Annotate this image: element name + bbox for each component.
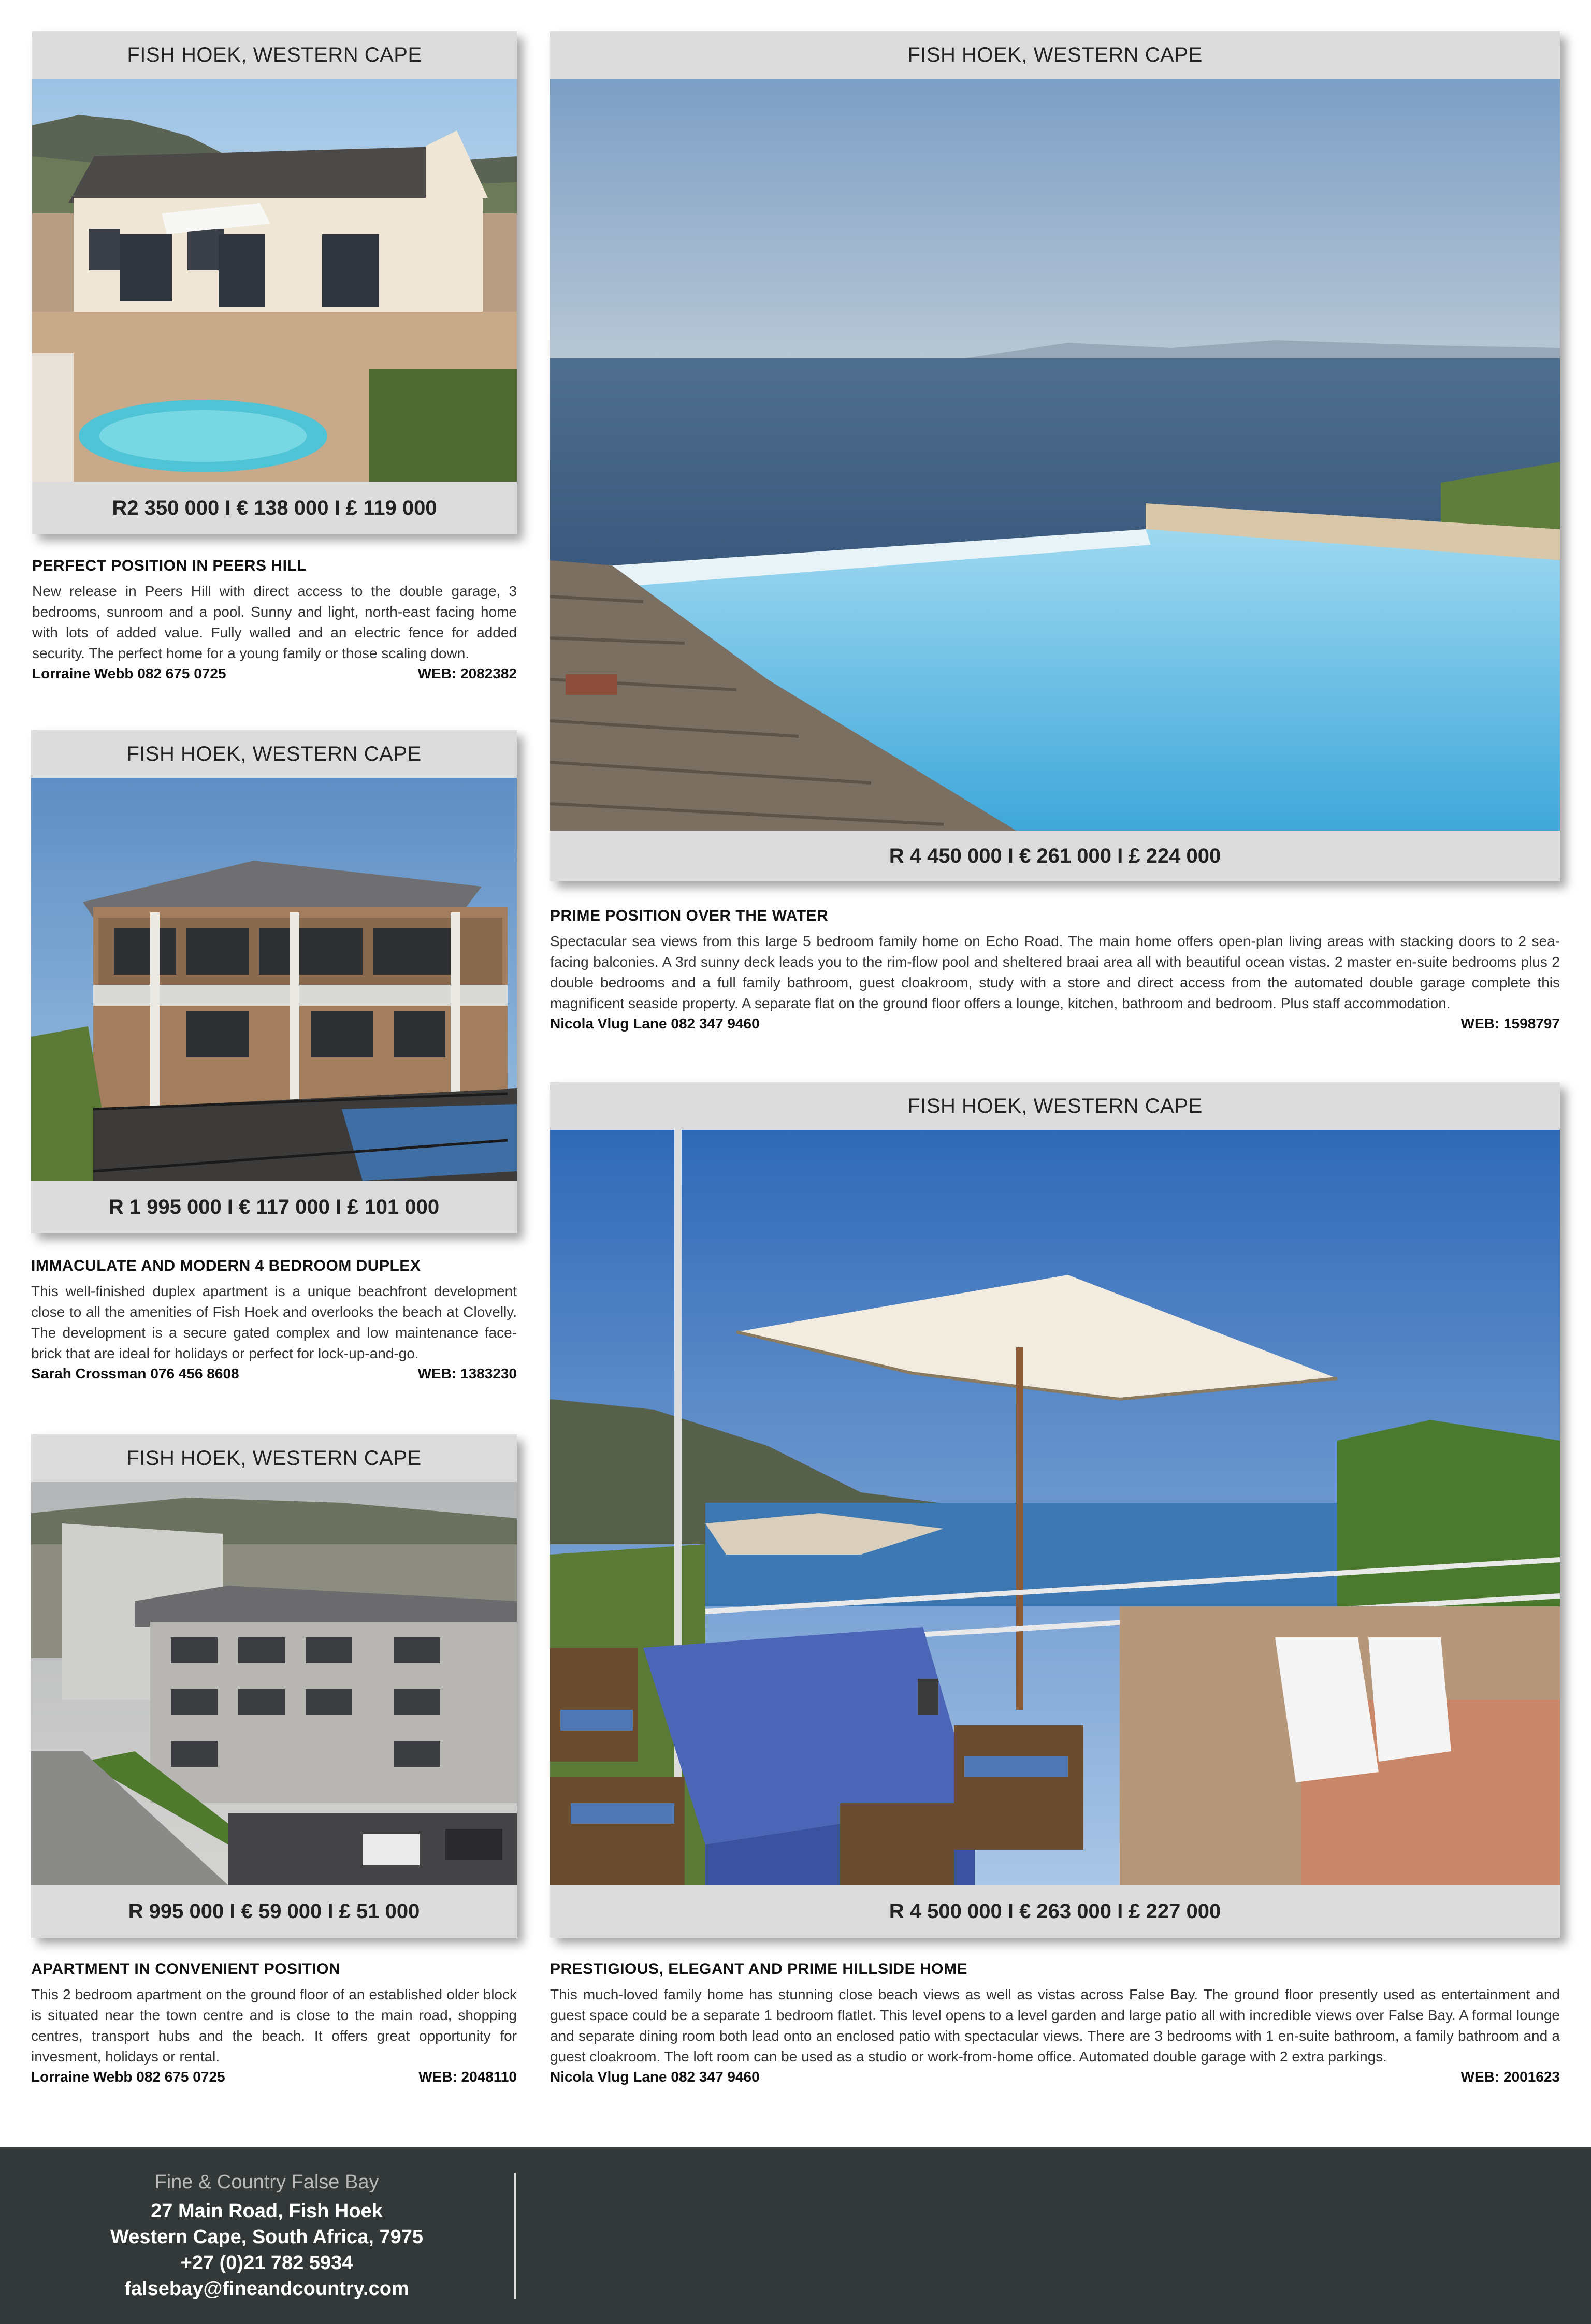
footer-divider xyxy=(514,2173,516,2299)
price-label: R2 350 000 I € 138 000 I £ 119 000 xyxy=(32,482,517,534)
listing-card[interactable] xyxy=(550,31,1560,881)
footer xyxy=(0,2147,1591,2324)
web-reference[interactable]: WEB: 1598797 xyxy=(1460,1015,1560,1032)
listing-card[interactable] xyxy=(550,1082,1560,1938)
listing-heading: PRIME POSITION OVER THE WATER xyxy=(550,907,829,924)
location-label: FISH HOEK, WESTERN CAPE xyxy=(32,31,517,79)
email-link[interactable]: falsebay@fineandcountry.com xyxy=(124,2278,409,2300)
agent-contact[interactable]: Lorraine Webb 082 675 0725 xyxy=(31,2069,225,2085)
web-reference[interactable]: WEB: 2048110 xyxy=(418,2069,517,2085)
price-label: R 995 000 I € 59 000 I £ 51 000 xyxy=(31,1885,517,1938)
price-label: R 4 450 000 I € 261 000 I £ 224 000 xyxy=(550,831,1560,881)
listing-description: New release in Peers Hill with direct access to the double garage, 3 bedrooms, sunroom and a pool. Sunny and light, north-east facing home with lots of added value. Fully walled and an electric fence for added security. The perfect home for a young family or those scaling down. xyxy=(32,583,517,661)
listing-card[interactable] xyxy=(32,31,517,534)
agent-contact[interactable]: Nicola Vlug Lane 082 347 9460 xyxy=(550,1015,760,1032)
agent-contact[interactable]: Nicola Vlug Lane 082 347 9460 xyxy=(550,2069,760,2085)
price-label: R 4 500 000 I € 263 000 I £ 227 000 xyxy=(550,1885,1560,1938)
listing-text xyxy=(31,1257,517,1384)
listing-description: This 2 bedroom apartment on the ground floor of an established older block is situated near the town centre and is close to the main road, shopping centres, transport hubs and the beach. It offers great opportunity for invesment, holidays or rental. xyxy=(31,1986,517,2065)
listing-card[interactable] xyxy=(31,1434,517,1938)
location-label: FISH HOEK, WESTERN CAPE xyxy=(550,1082,1560,1130)
location-label: FISH HOEK, WESTERN CAPE xyxy=(31,730,517,778)
listing-text xyxy=(31,1960,517,2087)
web-reference[interactable]: WEB: 2001623 xyxy=(1460,2069,1560,2085)
listing-text xyxy=(550,907,1560,1034)
phone-number[interactable]: +27 (0)21 782 5934 xyxy=(180,2252,353,2274)
apartment-block-photo xyxy=(31,1482,517,1885)
address-line: 27 Main Road, Fish Hoek xyxy=(151,2200,383,2222)
location-label: FISH HOEK, WESTERN CAPE xyxy=(550,31,1560,79)
price-label: R 1 995 000 I € 117 000 I £ 101 000 xyxy=(31,1181,517,1233)
listing-description: Spectacular sea views from this large 5 bedroom family home on Echo Road. The main home offers open-plan living areas with stacking doors to 2 sea-facing balconies. A 3rd sunny deck leads you to the rim-flow pool and sheltered braai area all with beautiful ocean vistas. 2 master en-suite bedrooms plus 2 double bedrooms and a full family bathroom, guest cloakroom, study with a store and direct access from the automated double garage complete this magnificent seaside property. A separate flat on the ground floor offers a lounge, kitchen, bathroom and bedroom. Plus staff accommodation. xyxy=(550,933,1560,1011)
agent-contact[interactable]: Lorraine Webb 082 675 0725 xyxy=(32,665,226,681)
infinity-pool-ocean-photo xyxy=(550,79,1560,831)
listing-card[interactable] xyxy=(31,730,517,1233)
patio-umbrella-bay-photo xyxy=(550,1130,1560,1885)
listing-heading: PRESTIGIOUS, ELEGANT AND PRIME HILLSIDE HOME xyxy=(550,1960,967,1978)
listing-heading: IMMACULATE AND MODERN 4 BEDROOM DUPLEX xyxy=(31,1257,421,1274)
duplex-building-photo xyxy=(31,778,517,1181)
office-contact-block xyxy=(52,2147,482,2324)
brand-name: Fine & Country False Bay xyxy=(154,2171,379,2193)
listing-text xyxy=(550,1960,1560,2087)
location-label: FISH HOEK, WESTERN CAPE xyxy=(31,1434,517,1482)
listing-text xyxy=(32,557,517,684)
listing-heading: APARTMENT IN CONVENIENT POSITION xyxy=(31,1960,341,1978)
listing-description: This well-finished duplex apartment is a unique beachfront development close to all the amenities of Fish Hoek and overlooks the beach at Clovelly. The development is a secure gated complex and low maintenance face-brick that are ideal for holidays or perfect for lock-up-and-go. xyxy=(31,1283,517,1361)
address-line: Western Cape, South Africa, 7975 xyxy=(110,2226,423,2248)
listing-heading: PERFECT POSITION IN PEERS HILL xyxy=(32,557,307,574)
web-reference[interactable]: WEB: 2082382 xyxy=(417,665,517,681)
house-with-pool-photo xyxy=(32,79,517,482)
listing-description: This much-loved family home has stunning close beach views as well as vistas across False Bay. The ground floor presently used as entertainment and guest space could be a separate 1 bedroom flatlet. This level opens to a level garden and large patio all with incredible views over False Bay. A formal lounge and separate dining room both lead onto an enclosed patio with spectacular views. There are 3 bedrooms with 1 en-suite bathroom, a family bathroom and a guest cloakroom. The loft room can be used as a studio or work-from-home office. Automated double garage with 2 extra parkings. xyxy=(550,1986,1560,2065)
web-reference[interactable]: WEB: 1383230 xyxy=(417,1366,517,1382)
agent-contact[interactable]: Sarah Crossman 076 456 8608 xyxy=(31,1366,239,1382)
